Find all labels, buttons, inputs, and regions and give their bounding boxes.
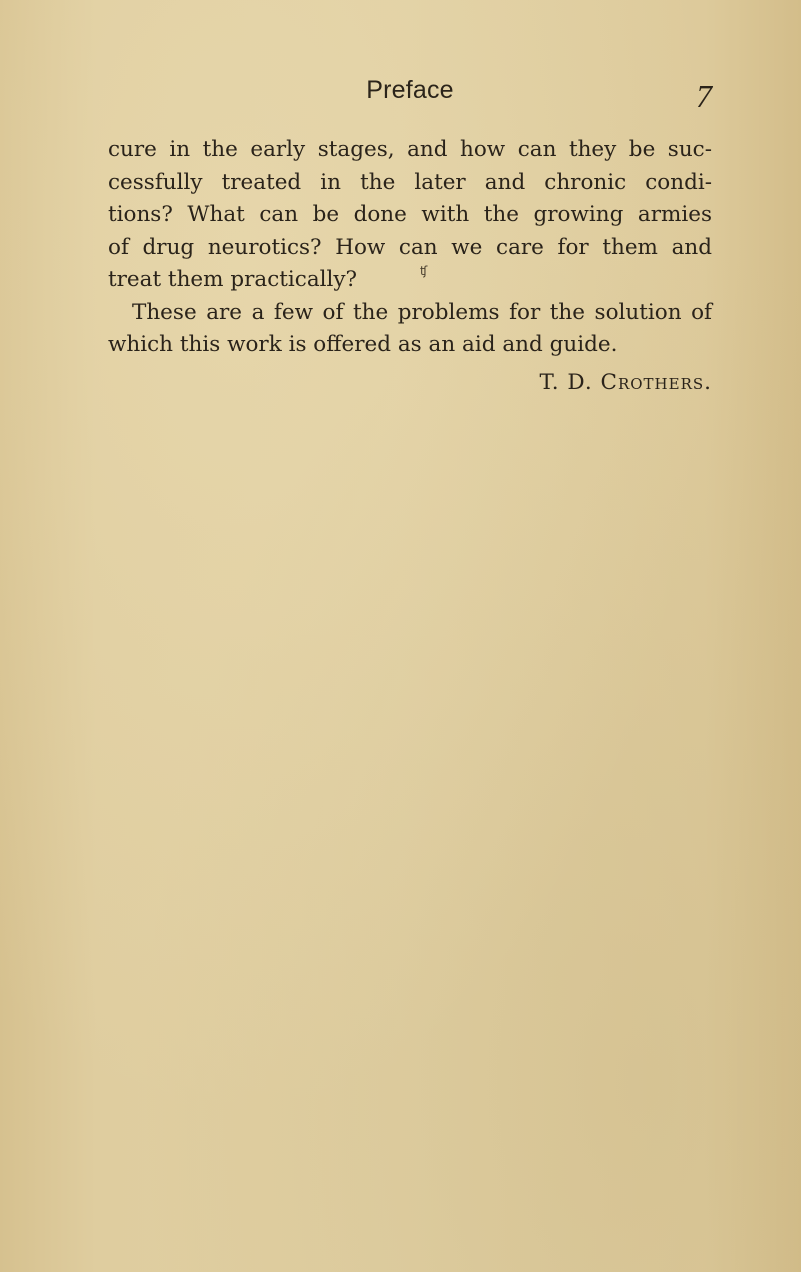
text-line: tions? What can be done with the growing armies xyxy=(108,202,712,227)
ink-speck: ʧ xyxy=(420,264,428,278)
text-line: treat them practically? xyxy=(108,267,358,292)
text-line: cure in the early stages, and how can they be suc- xyxy=(108,137,712,162)
page-header xyxy=(108,76,712,116)
text-line: of drug neurotics? How can we care for them and xyxy=(108,234,712,260)
text-line: which this work is offered as an aid and guide. xyxy=(108,332,618,357)
text-line: These are a few of the problems for the solution of xyxy=(132,299,712,325)
page-number: 7 xyxy=(696,78,712,114)
text-line: cessfully treated in the later and chronic condi- xyxy=(108,169,712,195)
author-signature: T. D. Crothers. xyxy=(539,370,712,395)
running-head: Preface xyxy=(366,76,454,104)
body-text xyxy=(108,134,712,362)
